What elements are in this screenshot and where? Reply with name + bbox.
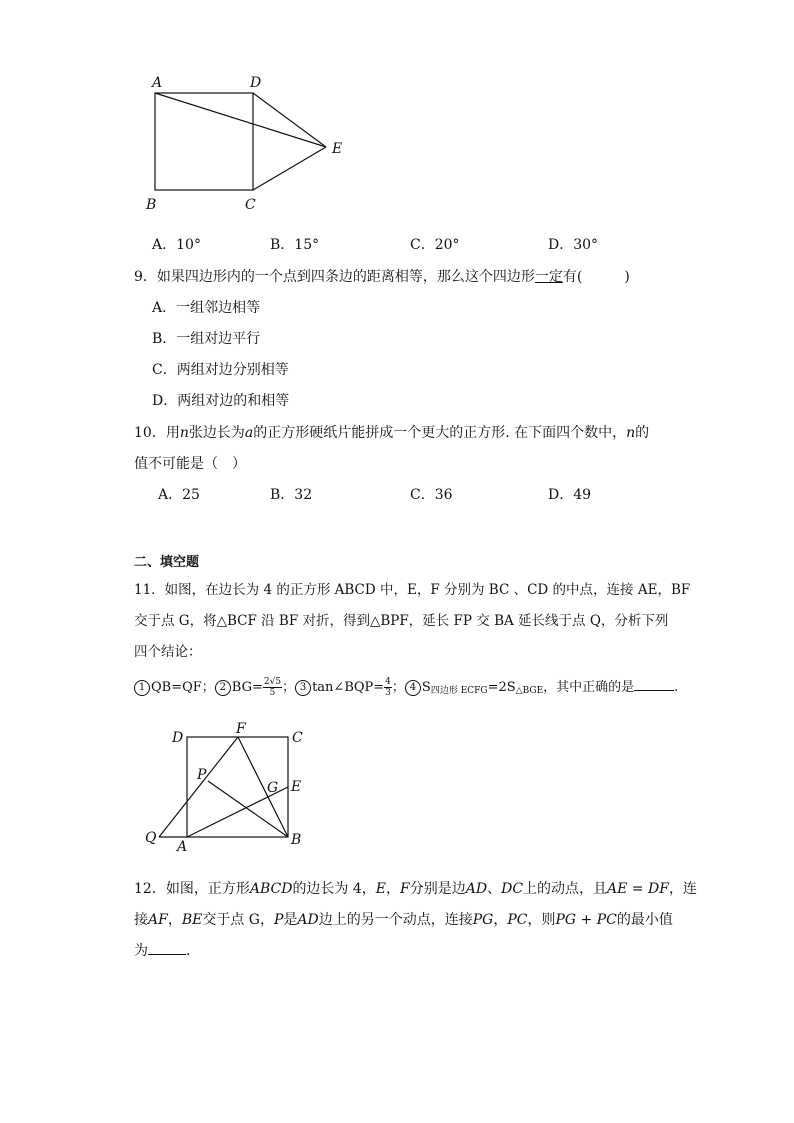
label-a-q11: A bbox=[177, 839, 188, 855]
label-c: C bbox=[245, 197, 256, 213]
label-d: D bbox=[250, 75, 262, 91]
label-a: A bbox=[152, 75, 163, 91]
label-b: B bbox=[146, 197, 157, 213]
label-c-q11: C bbox=[292, 730, 303, 746]
q9-option-b[interactable]: B．一组对边平行 bbox=[152, 331, 261, 347]
q8-option-c[interactable]: C．20° bbox=[410, 237, 460, 253]
q10-option-c[interactable]: C．36 bbox=[410, 487, 453, 503]
label-f-q11: F bbox=[236, 721, 246, 737]
circled-4: 4 bbox=[405, 680, 421, 696]
segment-de bbox=[253, 93, 326, 147]
q9-option-d[interactable]: D．两组对边的和相等 bbox=[152, 393, 290, 409]
label-q-q11: Q bbox=[145, 830, 157, 846]
q9-underlined: 一定 bbox=[534, 269, 563, 285]
q8-option-a[interactable]: A．10° bbox=[152, 237, 201, 253]
q8-option-b[interactable]: B．15° bbox=[270, 237, 320, 253]
segment-bf bbox=[238, 737, 288, 837]
q9-stem-end: 有( ) bbox=[562, 269, 630, 285]
q12-line2: 接AF，BE交于点 G，P是AD边上的另一个动点，连接PG，PC，则PG + PC的最小值 bbox=[134, 912, 673, 928]
answer-blank-q11[interactable] bbox=[634, 676, 674, 691]
figure-q8 bbox=[140, 70, 360, 215]
q8-option-d[interactable]: D．30° bbox=[548, 237, 599, 253]
square-abcd bbox=[155, 93, 253, 190]
segment-qf bbox=[159, 737, 238, 837]
answer-blank-q12[interactable] bbox=[148, 940, 186, 955]
q11-line3: 四个结论： bbox=[134, 644, 202, 660]
segment-ae bbox=[155, 93, 326, 147]
q9-option-c[interactable]: C．两组对边分别相等 bbox=[152, 362, 289, 378]
section-title: 二、填空题 bbox=[134, 555, 200, 570]
q10-option-b[interactable]: B．32 bbox=[270, 487, 313, 503]
q11-conclusions: 1 QB=QF； 2 BG= $\frac{2√5}{5}$ ； 3 tan∠BQP= $\frac{4}{3}$ ； 4 $S_{四边形 ECFG}=2S_{\triangle BGE}$，其中正确的是 . bbox=[134, 676, 678, 698]
circled-2: 2 bbox=[215, 680, 231, 696]
fraction-4-over-3: $\frac{4}{3}$ bbox=[385, 677, 391, 698]
circled-3: 3 bbox=[295, 680, 311, 696]
q10-option-d[interactable]: D．49 bbox=[548, 487, 592, 503]
fraction-2sqrt5-over-5: $\frac{2√5}{5}$ bbox=[263, 677, 282, 698]
label-d-q11: D bbox=[172, 730, 184, 746]
q12-line3: 为 . bbox=[134, 940, 190, 960]
q11-line1: 11．如图，在边长为 4 的正方形 ABCD 中，E，F 分别为 BC 、CD 的中点，连接 AE，BF bbox=[134, 582, 691, 598]
label-e-q11: E bbox=[291, 779, 302, 795]
label-p-q11: P bbox=[197, 767, 207, 783]
circled-1: 1 bbox=[134, 680, 150, 696]
q9-stem-text: 9．如果四边形内的一个点到四条边的距离相等，那么这个四边形 bbox=[134, 269, 535, 285]
q10-stem-line2: 值不可能是（ ） bbox=[134, 456, 246, 472]
label-b-q11: B bbox=[291, 832, 302, 848]
label-g-q11: G bbox=[267, 780, 279, 796]
q9-option-a[interactable]: A．一组邻边相等 bbox=[152, 300, 261, 316]
q12-line1: 12．如图，正方形ABCD的边长为 4，E，F分别是边AD、DC上的动点，且AE = DF，连 bbox=[134, 881, 697, 897]
label-e: E bbox=[332, 141, 343, 157]
q10-stem-line1: 10．用n张边长为a的正方形硬纸片能拼成一个更大的正方形. 在下面四个数中，n的 bbox=[134, 425, 650, 441]
segment-ce bbox=[253, 147, 326, 190]
q9-stem bbox=[134, 266, 630, 286]
figure-q11 bbox=[140, 715, 310, 855]
q11-line2: 交于点 G，将△BCF 沿 BF 对折，得到△BPF，延长 FP 交 BA 延长线于点 Q，分析下列 bbox=[134, 613, 669, 629]
q10-option-a[interactable]: A．25 bbox=[158, 487, 200, 503]
